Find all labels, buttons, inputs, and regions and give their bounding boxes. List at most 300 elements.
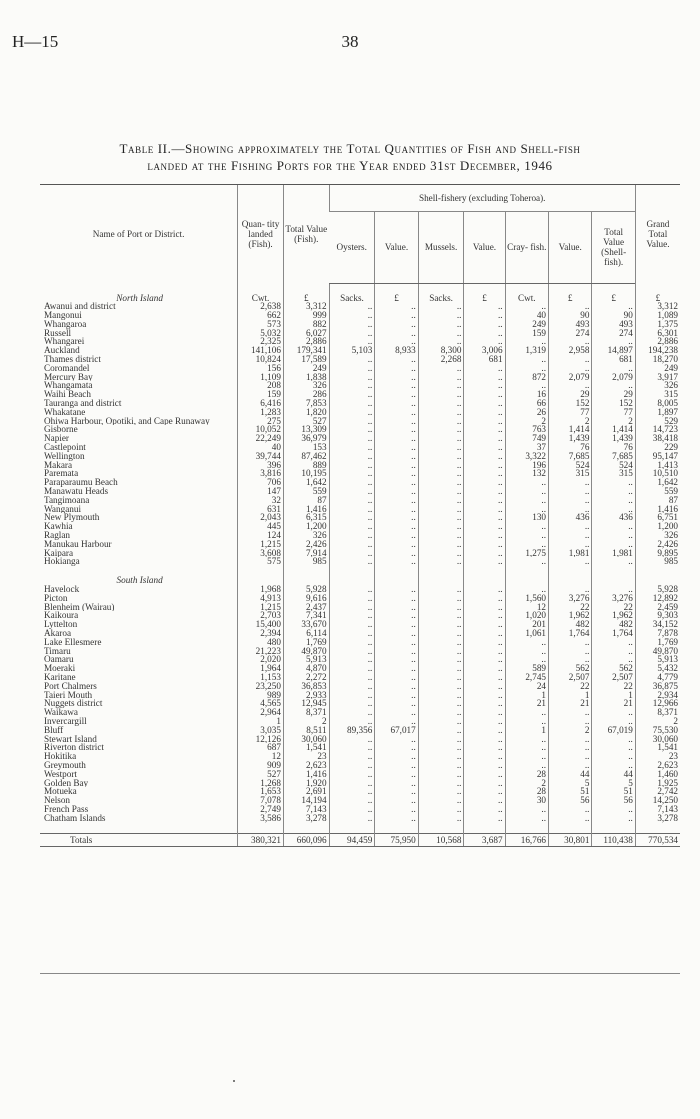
data-cell: 124 [238, 531, 284, 540]
port-name: Bluff [44, 725, 64, 735]
data-cell: 34,152 [635, 620, 680, 629]
data-cell: 5 [592, 779, 635, 788]
port-name: Paraparaumu Beach [44, 478, 118, 488]
table-row [40, 513, 680, 522]
data-cell: .. [505, 531, 548, 540]
data-cell: .. [505, 805, 548, 814]
data-cell: .. [464, 787, 505, 796]
data-cell: .. [375, 337, 418, 346]
data-cell: 1,416 [635, 505, 680, 514]
data-cell: 2,437 [283, 603, 329, 612]
header-grand-total: Grand Total Value. [635, 185, 680, 284]
data-cell: .. [375, 735, 418, 744]
data-cell: 6,301 [635, 329, 680, 338]
header-mussels: Mussels. [418, 212, 464, 284]
port-name: Greymouth [44, 760, 86, 770]
data-cell: .. [464, 647, 505, 656]
data-cell: .. [464, 682, 505, 691]
data-cell: 1,109 [238, 373, 284, 382]
data-cell: 130 [505, 513, 548, 522]
table-row [40, 364, 680, 373]
data-cell: 1,820 [283, 408, 329, 417]
data-cell: .. [505, 743, 548, 752]
data-cell: .. [329, 708, 375, 717]
table-row [40, 346, 680, 355]
data-cell: .. [329, 487, 375, 496]
table-row [40, 761, 680, 770]
table-row [40, 805, 680, 814]
data-cell: 23 [635, 752, 680, 761]
data-cell: 1,460 [635, 770, 680, 779]
port-name: Port Chalmers [44, 681, 97, 691]
data-cell: 2,507 [549, 673, 592, 682]
data-cell: 51 [549, 787, 592, 796]
data-cell: .. [505, 585, 548, 594]
data-cell: .. [329, 337, 375, 346]
data-cell: 1,439 [592, 434, 635, 443]
table-row [40, 655, 680, 664]
data-cell: .. [549, 337, 592, 346]
data-cell: .. [505, 381, 548, 390]
data-cell: .. [592, 381, 635, 390]
data-cell: 2 [283, 717, 329, 726]
data-cell: 1,153 [238, 673, 284, 682]
data-cell: 208 [238, 381, 284, 390]
data-cell: .. [464, 594, 505, 603]
data-cell: .. [375, 469, 418, 478]
data-cell: 22 [592, 682, 635, 691]
data-cell: 1,375 [635, 320, 680, 329]
data-cell: 40 [505, 311, 548, 320]
data-cell: 13,309 [283, 425, 329, 434]
data-cell: .. [592, 585, 635, 594]
data-cell: 7,143 [283, 805, 329, 814]
data-cell: .. [418, 320, 464, 329]
data-cell: 153 [283, 443, 329, 452]
data-cell: 1 [549, 691, 592, 700]
data-cell: .. [464, 399, 505, 408]
data-cell: 28 [505, 770, 548, 779]
data-cell: .. [418, 390, 464, 399]
data-cell: .. [418, 655, 464, 664]
data-cell: .. [418, 805, 464, 814]
data-cell: .. [418, 531, 464, 540]
data-cell: .. [592, 761, 635, 770]
data-cell: .. [549, 381, 592, 390]
data-cell: .. [375, 505, 418, 514]
page-code: H—15 [12, 32, 59, 51]
data-cell: .. [329, 682, 375, 691]
data-cell: 2,272 [283, 673, 329, 682]
data-cell: 8,005 [635, 399, 680, 408]
table-row [40, 522, 680, 531]
data-cell: 7,143 [635, 805, 680, 814]
data-cell: 2,964 [238, 708, 284, 717]
data-cell: .. [329, 302, 375, 311]
data-cell: 2,691 [283, 787, 329, 796]
data-cell: 249 [283, 364, 329, 373]
data-cell: 67,019 [592, 726, 635, 735]
data-cell: .. [329, 603, 375, 612]
table-row [40, 629, 680, 638]
data-cell: .. [549, 752, 592, 761]
data-cell: .. [418, 708, 464, 717]
port-name: Raglan [44, 531, 71, 540]
data-cell: 882 [283, 320, 329, 329]
data-cell: .. [549, 557, 592, 566]
data-cell: 8,371 [635, 708, 680, 717]
port-name: Wellington [44, 451, 85, 461]
data-cell: 274 [549, 329, 592, 338]
data-cell: 985 [283, 557, 329, 566]
data-cell: .. [592, 302, 635, 311]
data-cell: .. [375, 434, 418, 443]
data-cell: 2,394 [238, 629, 284, 638]
data-cell: .. [464, 320, 505, 329]
data-cell: .. [464, 743, 505, 752]
data-cell: 3,608 [238, 549, 284, 558]
data-cell: .. [592, 655, 635, 664]
data-cell: 12,126 [238, 735, 284, 744]
port-name: Castlepoint [44, 443, 86, 452]
table-row [40, 425, 680, 434]
data-cell: 15,400 [238, 620, 284, 629]
table-row [40, 434, 680, 443]
data-cell: 22 [592, 603, 635, 612]
data-cell: 2,507 [592, 673, 635, 682]
header-oysters-value: Value. [375, 212, 418, 284]
data-cell: .. [418, 585, 464, 594]
data-cell: 2,079 [549, 373, 592, 382]
table-row [40, 743, 680, 752]
data-cell: 687 [238, 743, 284, 752]
data-cell: .. [375, 443, 418, 452]
data-cell: 1,414 [592, 425, 635, 434]
data-cell: 152 [592, 399, 635, 408]
data-cell: 2,426 [283, 540, 329, 549]
data-cell: 1,319 [505, 346, 548, 355]
data-cell: .. [375, 611, 418, 620]
data-cell: .. [329, 787, 375, 796]
data-cell: 1,560 [505, 594, 548, 603]
data-cell: 1,275 [505, 549, 548, 558]
data-cell: .. [505, 557, 548, 566]
data-cell: .. [329, 364, 375, 373]
data-cell: 573 [238, 320, 284, 329]
table-row [40, 699, 680, 708]
totals-cell: 380,321 [238, 833, 284, 847]
table-row [40, 647, 680, 656]
totals-cell: 110,438 [592, 833, 635, 847]
port-name: Oamaru [44, 655, 74, 665]
data-cell: .. [592, 531, 635, 540]
totals-cell: 10,568 [418, 833, 464, 847]
data-cell: 28 [505, 787, 548, 796]
data-cell: .. [329, 505, 375, 514]
data-cell: 1,439 [549, 434, 592, 443]
data-cell: 909 [238, 761, 284, 770]
data-cell: 2,745 [505, 673, 548, 682]
data-cell: 1,962 [592, 611, 635, 620]
data-cell: .. [418, 425, 464, 434]
totals-cell: 16,766 [505, 833, 548, 847]
data-cell: 29 [592, 390, 635, 399]
header-quantity: Quan- tity landed (Fish). [238, 185, 284, 284]
data-cell: .. [505, 717, 548, 726]
data-cell: .. [375, 805, 418, 814]
data-cell: .. [329, 496, 375, 505]
data-cell: .. [549, 496, 592, 505]
data-cell: 5,928 [635, 585, 680, 594]
port-name: Picton [44, 593, 68, 603]
data-cell: 21 [505, 699, 548, 708]
data-cell: .. [418, 682, 464, 691]
data-cell: .. [375, 752, 418, 761]
section-south-island: South Island [116, 576, 163, 585]
data-cell: .. [375, 629, 418, 638]
table-row [40, 620, 680, 629]
data-cell: 749 [505, 434, 548, 443]
data-cell: 56 [549, 796, 592, 805]
data-cell: 7,853 [283, 399, 329, 408]
unit-cell: £ [464, 294, 505, 303]
data-cell: 1,653 [238, 787, 284, 796]
data-cell: 38,418 [635, 434, 680, 443]
table-row [40, 408, 680, 417]
table-row [40, 443, 680, 452]
header-total-shellfish: Total Value (Shell- fish). [592, 212, 635, 284]
totals-cell: 30,801 [549, 833, 592, 847]
data-cell: .. [418, 461, 464, 470]
data-cell: .. [418, 779, 464, 788]
port-name: Waikawa [44, 708, 78, 717]
table-row [40, 487, 680, 496]
data-cell: 527 [238, 770, 284, 779]
port-name: Russell [44, 328, 72, 338]
data-cell: .. [592, 505, 635, 514]
data-cell: .. [329, 399, 375, 408]
data-cell: .. [549, 505, 592, 514]
port-name: Akaroa [44, 628, 72, 638]
table-row [40, 603, 680, 612]
data-cell: 681 [464, 355, 505, 364]
data-cell: .. [375, 522, 418, 531]
data-cell: 6,114 [283, 629, 329, 638]
data-cell: .. [375, 620, 418, 629]
data-cell: 527 [283, 417, 329, 426]
port-name: Thames district [44, 355, 101, 364]
data-cell: 1,416 [283, 505, 329, 514]
data-cell: .. [549, 717, 592, 726]
data-cell: 1,642 [635, 478, 680, 487]
header-shellfishery: Shell-fishery (excluding Toheroa). [329, 185, 635, 212]
port-name: Moeraki [44, 664, 76, 673]
header-mussels-value: Value. [464, 212, 505, 284]
data-cell: 2 [549, 417, 592, 426]
data-cell: 29 [549, 390, 592, 399]
data-cell: .. [464, 461, 505, 470]
data-cell: 999 [283, 311, 329, 320]
data-cell: .. [464, 638, 505, 647]
data-cell: .. [329, 699, 375, 708]
data-cell: .. [329, 513, 375, 522]
data-cell: .. [464, 434, 505, 443]
data-cell: .. [329, 585, 375, 594]
data-cell: .. [592, 496, 635, 505]
data-cell: .. [549, 487, 592, 496]
data-cell: .. [418, 373, 464, 382]
data-cell: 1,541 [283, 743, 329, 752]
data-cell: .. [418, 496, 464, 505]
data-cell: .. [418, 417, 464, 426]
port-name: Nuggets district [44, 699, 103, 709]
data-cell: .. [329, 417, 375, 426]
port-name: Whangarei [44, 337, 85, 347]
data-cell: .. [505, 814, 548, 823]
data-cell: .. [549, 814, 592, 823]
data-cell: .. [418, 717, 464, 726]
data-cell: 1,968 [238, 585, 284, 594]
port-name: Lake Ellesmere [44, 637, 102, 647]
table-title-line-1: Table II.—Showing approximately the Total Quantities of Fish and Shell-fish [119, 141, 581, 156]
data-cell: 5,032 [238, 329, 284, 338]
data-cell: .. [418, 735, 464, 744]
data-cell: 681 [592, 355, 635, 364]
table-row [40, 505, 680, 514]
data-cell: 76 [592, 443, 635, 452]
data-cell: 989 [238, 691, 284, 700]
data-cell: .. [375, 364, 418, 373]
data-cell: .. [464, 620, 505, 629]
table-row [40, 461, 680, 470]
table-row [40, 673, 680, 682]
header-oysters: Oysters. [329, 212, 375, 284]
data-cell: .. [375, 770, 418, 779]
data-cell: .. [549, 478, 592, 487]
port-name: Ohiwa Harbour, Opotiki, and Cape Runaway [44, 416, 210, 426]
data-cell: .. [375, 496, 418, 505]
port-name: Hokitika [44, 752, 77, 761]
data-cell: 159 [505, 329, 548, 338]
port-name: French Pass [44, 804, 89, 814]
data-cell: .. [464, 691, 505, 700]
data-cell: .. [375, 478, 418, 487]
data-cell: 1,838 [283, 373, 329, 382]
data-cell: 706 [238, 478, 284, 487]
data-cell: .. [592, 814, 635, 823]
data-cell: 2,268 [418, 355, 464, 364]
data-cell: 87 [635, 496, 680, 505]
port-name: Whangamata [44, 381, 93, 391]
table-row [40, 399, 680, 408]
data-cell: .. [418, 814, 464, 823]
data-cell: .. [549, 540, 592, 549]
data-cell: .. [505, 638, 548, 647]
table-row [40, 531, 680, 540]
data-cell: .. [418, 638, 464, 647]
data-cell: .. [592, 647, 635, 656]
data-cell: .. [464, 443, 505, 452]
data-cell: 67,017 [375, 726, 418, 735]
data-cell: 12,966 [635, 699, 680, 708]
data-cell: 156 [238, 364, 284, 373]
unit-cell: Cwt. [238, 294, 284, 303]
data-cell: .. [375, 585, 418, 594]
data-cell: 5,432 [635, 664, 680, 673]
data-cell: .. [464, 302, 505, 311]
table-row [40, 355, 680, 364]
data-cell: 5,913 [283, 655, 329, 664]
data-cell: 2,703 [238, 611, 284, 620]
data-cell: .. [418, 796, 464, 805]
header-crayfish: Cray- fish. [505, 212, 548, 284]
data-cell: 87,462 [283, 452, 329, 461]
data-cell: 1,283 [238, 408, 284, 417]
data-cell: .. [418, 487, 464, 496]
data-cell: .. [464, 496, 505, 505]
data-cell: .. [549, 735, 592, 744]
totals-cell: 770,534 [635, 833, 680, 847]
data-cell: 1 [238, 717, 284, 726]
table-row [40, 302, 680, 311]
data-cell: 315 [635, 390, 680, 399]
data-cell: .. [418, 522, 464, 531]
data-cell: .. [549, 355, 592, 364]
data-cell: .. [375, 513, 418, 522]
data-cell: .. [329, 743, 375, 752]
data-cell: 9,303 [635, 611, 680, 620]
table-row [40, 796, 680, 805]
data-cell: 51 [592, 787, 635, 796]
data-cell: .. [418, 664, 464, 673]
data-cell: 631 [238, 505, 284, 514]
data-cell: .. [329, 620, 375, 629]
data-cell: .. [464, 717, 505, 726]
data-cell: .. [464, 487, 505, 496]
data-cell: 1,920 [283, 779, 329, 788]
data-cell: .. [329, 752, 375, 761]
data-cell: 7,341 [283, 611, 329, 620]
data-cell: .. [329, 647, 375, 656]
table-row [40, 691, 680, 700]
data-cell: .. [418, 699, 464, 708]
data-cell: .. [375, 655, 418, 664]
port-name: Nelson [44, 796, 71, 805]
data-cell: .. [592, 557, 635, 566]
data-cell: 87 [283, 496, 329, 505]
data-cell: .. [418, 434, 464, 443]
data-cell: 4,913 [238, 594, 284, 603]
data-cell: 132 [505, 469, 548, 478]
data-cell: .. [329, 735, 375, 744]
data-cell: 2,623 [635, 761, 680, 770]
data-cell: .. [375, 761, 418, 770]
data-cell: .. [329, 805, 375, 814]
data-cell: .. [464, 390, 505, 399]
data-cell: .. [592, 743, 635, 752]
data-cell: 6,751 [635, 513, 680, 522]
data-cell: .. [464, 805, 505, 814]
data-cell: .. [329, 664, 375, 673]
data-cell: .. [375, 329, 418, 338]
port-name: Blenheim (Wairau) [44, 602, 115, 612]
port-name: Riverton district [44, 743, 104, 753]
table-row [40, 585, 680, 594]
data-cell: .. [505, 478, 548, 487]
data-cell: .. [329, 814, 375, 823]
data-cell: .. [464, 452, 505, 461]
data-cell: 95,147 [635, 452, 680, 461]
